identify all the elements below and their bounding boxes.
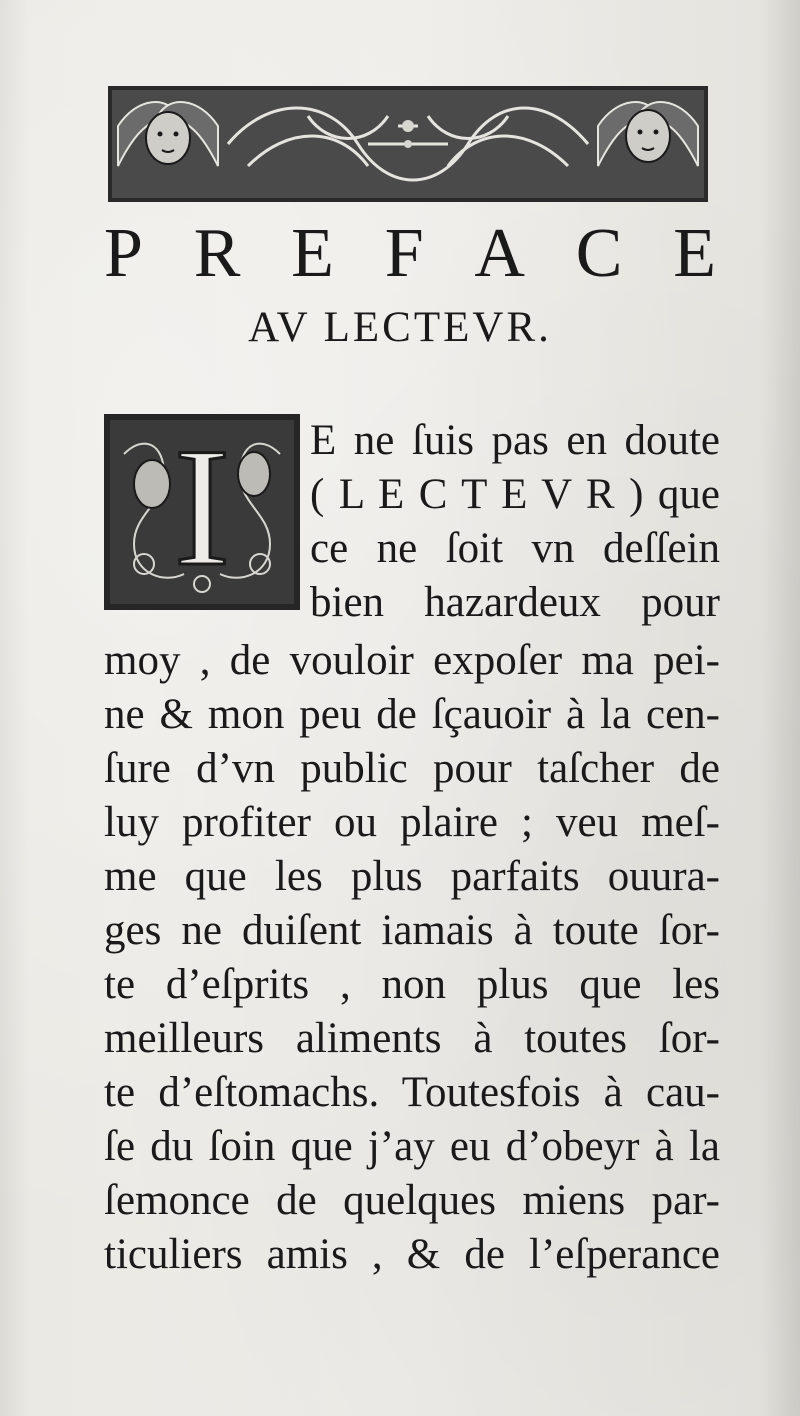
drop-cap-letter: I <box>173 414 231 601</box>
title-letter: P <box>104 215 143 292</box>
ornamental-headband <box>108 86 708 202</box>
text-line: meilleurs aliments à toutes ſor- <box>104 1015 720 1062</box>
text-line: ges ne duiſent iamais à toute ſor- <box>104 907 720 954</box>
title-letter: C <box>575 215 623 292</box>
text-line: bien hazardeux pour <box>310 579 720 626</box>
page-title <box>104 214 716 294</box>
text-line: ne & mon peu de ſçauoir à la cen- <box>104 691 720 738</box>
ornamental-drop-cap <box>104 414 300 610</box>
text-line: E ne ſuis pas en doute <box>310 417 720 464</box>
text-line: luy profiter ou plaire ; veu meſ- <box>104 799 720 846</box>
text-line: ticuliers amis , & de l’eſperance <box>104 1231 720 1278</box>
title-letter: R <box>193 215 241 292</box>
title-letter: E <box>673 215 716 292</box>
text-line: ſemonce de quelques miens par- <box>104 1177 720 1224</box>
text-line: moy , de vouloir expoſer ma pei- <box>104 637 720 684</box>
page-subtitle: AV LECTEVR. <box>248 304 552 351</box>
title-letter: E <box>291 215 334 292</box>
text-line: te d’eſprits , non plus que les <box>104 961 720 1008</box>
title-letter: A <box>474 215 525 292</box>
text-line: te d’eſtomachs. Toutesfois à cau- <box>104 1069 720 1116</box>
text-line: ſe du ſoin que j’ay eu d’obeyr à la <box>104 1123 720 1170</box>
text-line: ( L E C T E V R ) que <box>310 471 720 518</box>
text-line: ſure d’vn public pour taſcher de <box>104 745 720 792</box>
text-line: ce ne ſoit vn deſſein <box>310 525 720 572</box>
text-line: me que les plus parfaits ouura- <box>104 853 720 900</box>
title-letter: F <box>384 215 424 292</box>
